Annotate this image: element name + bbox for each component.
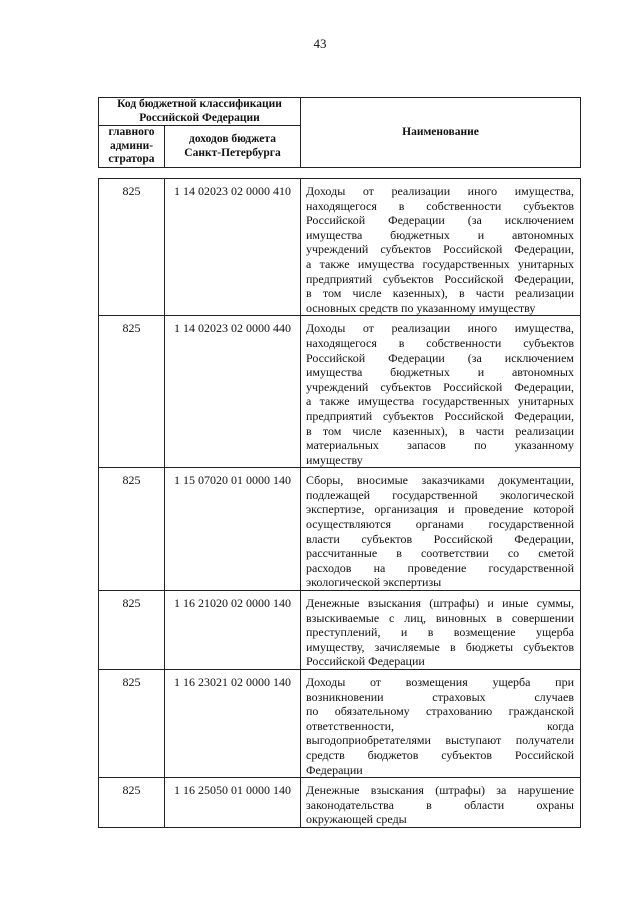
name-line: в том числе казенных), в части реализации	[306, 286, 574, 301]
income-code-cell: 1 14 02023 02 0000 410	[165, 179, 301, 316]
name-line: находящегося в собственности субъектов	[306, 198, 574, 213]
admin-col-line3: стратора	[108, 153, 155, 166]
name-column-header	[301, 98, 581, 168]
name-line: Доходы от реализации иного имущества,	[306, 321, 574, 336]
name-line: в том числе казенных), в части реализации	[306, 423, 574, 438]
name-cell	[301, 670, 581, 778]
admin-code-cell: 825	[99, 670, 165, 778]
name-line: предприятий субъектов Российской Федерации,	[306, 408, 574, 423]
name-line: экспертизе, организация и проведение которой	[306, 502, 574, 517]
name-cell	[301, 468, 581, 591]
admin-code-cell: 825	[99, 468, 165, 591]
name-line: экологической экспертизы	[306, 575, 442, 590]
page-number: 43	[313, 36, 327, 51]
admin-code-cell: 825	[99, 591, 165, 670]
admin-col-line2: админи-	[109, 139, 154, 152]
name-line: Российской Федерации (за исключением	[306, 350, 574, 365]
name-line: взыскиваемые с лиц, виновных в совершении	[306, 610, 574, 625]
admin-column-header	[99, 126, 165, 168]
admin-code-cell: 825	[99, 179, 165, 316]
name-column-label: Наименование	[402, 125, 479, 138]
table-body	[98, 178, 581, 828]
name-line: возникновении страховых случаев	[306, 689, 574, 704]
income-code-cell: 1 16 21020 02 0000 140	[165, 591, 301, 670]
name-line: а также имущества государственных унитарных	[306, 256, 574, 271]
name-line: учреждений субъектов Российской Федерации,	[306, 379, 574, 394]
admin-col-line1: главного	[108, 126, 155, 139]
name-line: преступлений, и в возмещение ущерба	[306, 625, 574, 640]
name-line: власти субъектов Российской Федерации,	[306, 531, 574, 546]
name-line: окружающей среды	[306, 812, 407, 827]
table-row	[99, 670, 581, 778]
income-code-cell: 1 16 23021 02 0000 140	[165, 670, 301, 778]
name-cell	[301, 179, 581, 316]
table-row	[99, 179, 581, 316]
name-line: предприятий субъектов Российской Федерации,	[306, 271, 574, 286]
name-line: законодательства в области охраны	[306, 797, 574, 812]
name-line: подлежащей государственной экологической	[306, 487, 574, 502]
name-line: имуществу, зачисляемые в бюджеты субъектов	[306, 639, 574, 654]
admin-code-cell: 825	[99, 778, 165, 828]
name-line: находящегося в собственности субъектов	[306, 335, 574, 350]
name-line: Доходы от реализации иного имущества,	[306, 184, 574, 198]
table-row	[99, 316, 581, 468]
name-line: Доходы от возмещения ущерба при	[306, 675, 574, 689]
table-row	[99, 468, 581, 591]
name-line: Федерации	[306, 762, 363, 777]
income-column-header	[165, 126, 301, 168]
name-line: имущества бюджетных и автономных	[306, 365, 574, 380]
name-line: Российской Федерации (за исключением	[306, 213, 574, 228]
income-col-line1: доходов бюджета	[189, 133, 276, 145]
name-line: имущества бюджетных и автономных	[306, 227, 574, 242]
income-code-cell: 1 16 25050 01 0000 140	[165, 778, 301, 828]
income-code-cell: 1 14 02023 02 0000 440	[165, 316, 301, 468]
name-cell	[301, 778, 581, 828]
admin-code-cell: 825	[99, 316, 165, 468]
name-cell	[301, 316, 581, 468]
budget-code-group-line1: Код бюджетной классификации	[117, 98, 282, 110]
name-line: Российской Федерации	[306, 654, 425, 669]
name-cell	[301, 591, 581, 670]
name-line: осуществляются органами государственной	[306, 517, 574, 532]
table-row	[99, 778, 581, 828]
table-row	[99, 591, 581, 670]
name-line: Денежные взыскания (штрафы) и иные суммы,	[306, 596, 574, 611]
budget-code-group-line2: Российской Федерации	[139, 111, 260, 124]
name-line: Сборы, вносимые заказчиками документации,	[306, 473, 574, 488]
name-line: выгодоприобретателями выступают получатели	[306, 733, 574, 748]
name-line: имуществу	[306, 452, 363, 467]
name-line: расходов на проведение государственной	[306, 560, 574, 575]
budget-code-group-header	[99, 98, 301, 126]
name-line: основных средств по указанному имуществу	[306, 300, 536, 315]
name-line: материальных запасов по указанному	[306, 438, 574, 453]
name-line: рассчитанные в соответствии со сметой	[306, 546, 574, 561]
name-line: ответственности, когда	[306, 718, 574, 733]
table-header	[98, 97, 581, 168]
name-line: по обязательному страхованию гражданской	[306, 704, 574, 719]
income-col-line2: Санкт-Петербурга	[184, 146, 281, 159]
name-line: а также имущества государственных унитарных	[306, 394, 574, 409]
income-code-cell: 1 15 07020 01 0000 140	[165, 468, 301, 591]
name-line: средств бюджетов субъектов Российской	[306, 747, 574, 762]
name-line: учреждений субъектов Российской Федерации,	[306, 242, 574, 257]
name-line: Денежные взыскания (штрафы) за нарушение	[306, 783, 574, 798]
